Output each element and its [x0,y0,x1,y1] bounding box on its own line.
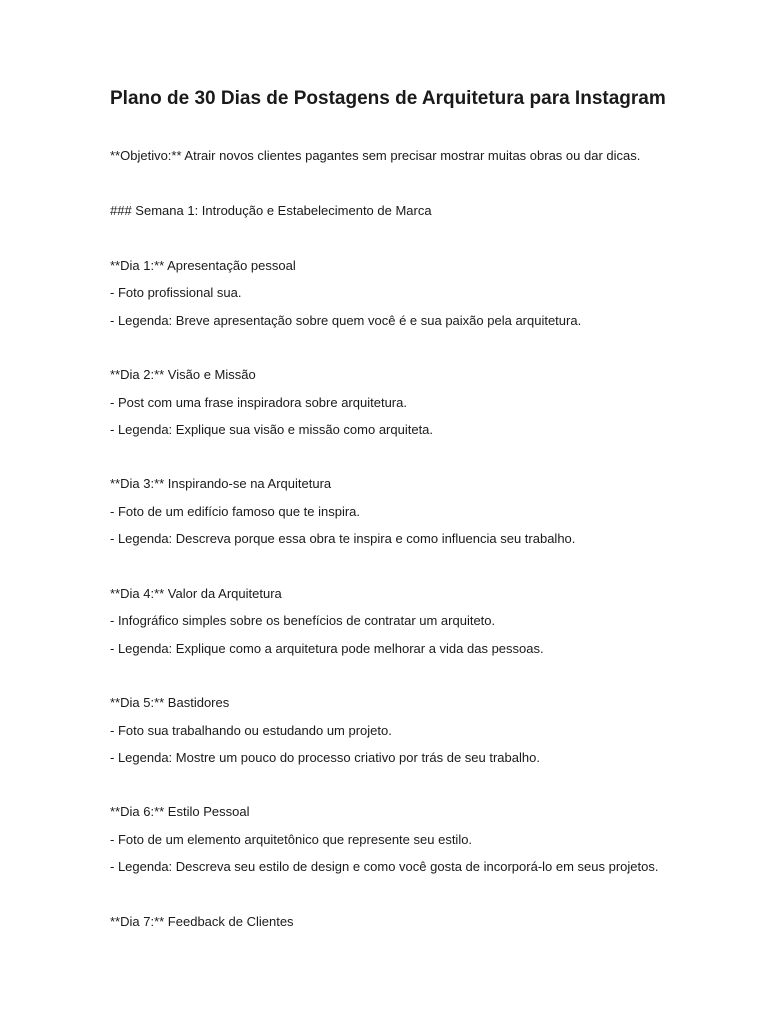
day1-item-photo: - Foto profissional sua. [110,285,242,300]
document-title: Plano de 30 Dias de Postagens de Arquitetura para Instagram [110,88,666,109]
day2-item-caption: - Legenda: Explique sua visão e missão como arquiteta. [110,422,434,437]
day3-heading: **Dia 3:** Inspirando-se na Arquitetura [110,476,332,491]
day5-heading: **Dia 5:** Bastidores [110,695,230,710]
day4-item-infographic: - Infográfico simples sobre os benefícios de contratar um arquiteto. [110,613,496,628]
week1-heading: ### Semana 1: Introdução e Estabelecimento de Marca [110,203,432,218]
day7-heading: **Dia 7:** Feedback de Clientes [110,914,294,929]
day3-item-photo: - Foto de um edifício famoso que te inspira. [110,504,361,519]
day2-item-post: - Post com uma frase inspiradora sobre arquitetura. [110,395,407,410]
day1-item-caption: - Legenda: Breve apresentação sobre quem você é e sua paixão pela arquitetura. [110,313,582,328]
day5-item-photo: - Foto sua trabalhando ou estudando um projeto. [110,723,392,738]
day4-item-caption: - Legenda: Explique como a arquitetura pode melhorar a vida das pessoas. [110,641,544,656]
day2-heading: **Dia 2:** Visão e Missão [110,367,256,382]
day3-item-caption: - Legenda: Descreva porque essa obra te inspira e como influencia seu trabalho. [110,531,576,546]
day6-heading: **Dia 6:** Estilo Pessoal [110,804,250,819]
day1-heading: **Dia 1:** Apresentação pessoal [110,258,296,273]
day5-item-caption: - Legenda: Mostre um pouco do processo criativo por trás de seu trabalho. [110,750,540,765]
objective-text: **Objetivo:** Atrair novos clientes pagantes sem precisar mostrar muitas obras ou dar dicas. [110,148,641,163]
day6-item-photo: - Foto de um elemento arquitetônico que represente seu estilo. [110,832,473,847]
day6-item-caption: - Legenda: Descreva seu estilo de design e como você gosta de incorporá-lo em seus projetos. [110,859,659,874]
day4-heading: **Dia 4:** Valor da Arquitetura [110,586,282,601]
